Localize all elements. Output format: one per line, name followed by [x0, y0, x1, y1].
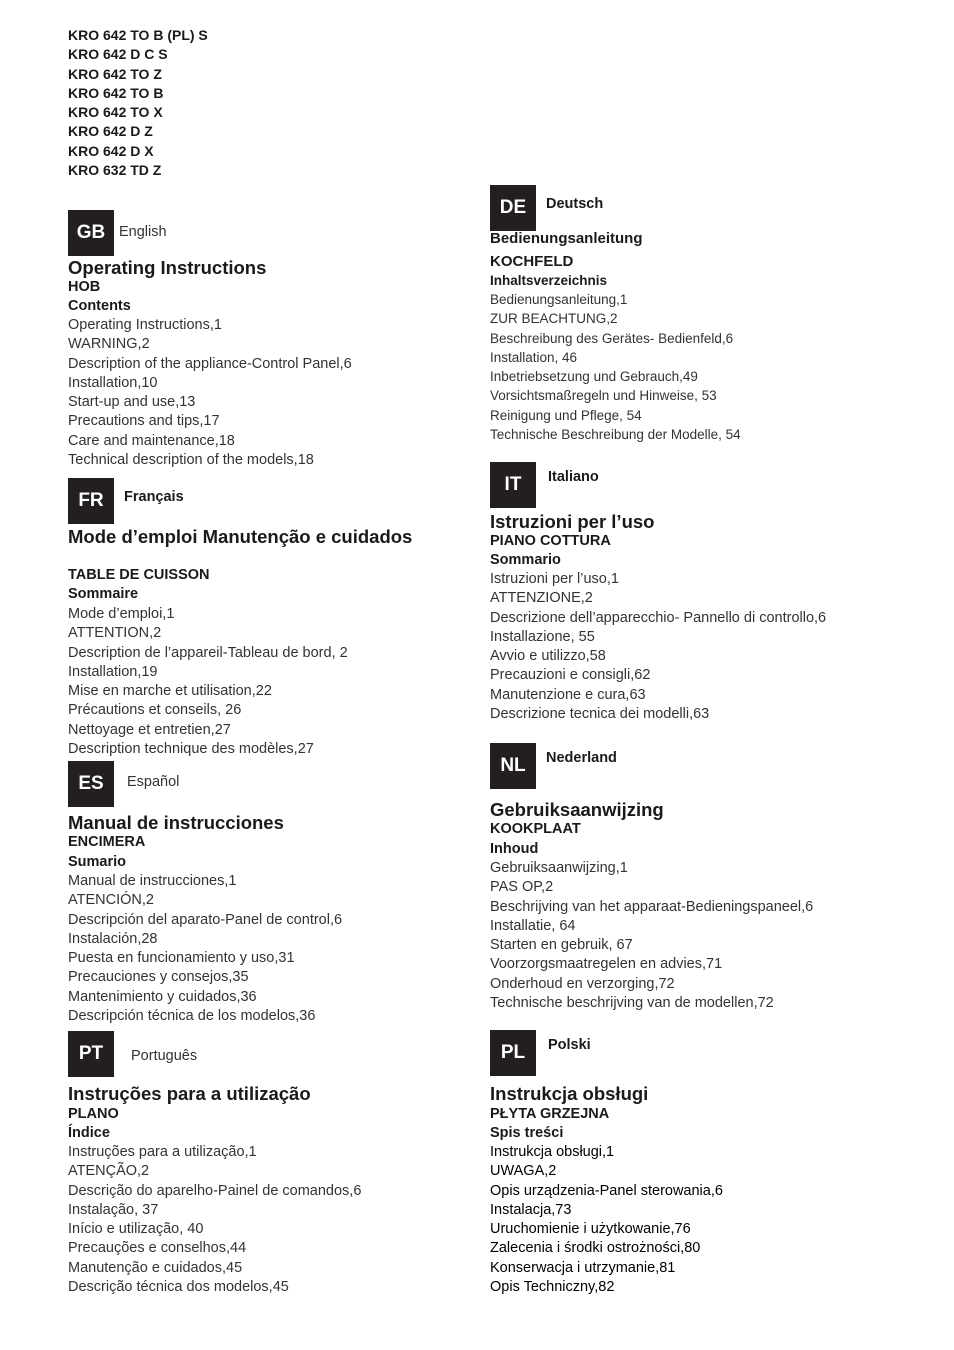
contents-label: Spis treści [490, 1125, 564, 1141]
language-badge: NL [490, 743, 536, 789]
list-item: Uruchomienie i użytkowanie,76 [490, 1221, 691, 1238]
list-item: Onderhoud en verzorging,72 [490, 975, 675, 992]
model-name: KRO 632 TD Z [68, 162, 162, 179]
model-name: KRO 642 TO B (PL) S [68, 27, 208, 43]
list-item: Manual de instrucciones,1 [68, 873, 237, 889]
list-item: Reinigung und Pflege, 54 [490, 407, 642, 423]
list-item: Konserwacja i utrzymanie,81 [490, 1259, 676, 1276]
product-name: KOOKPLAAT [490, 821, 581, 837]
language-badge: IT [490, 462, 536, 508]
list-item: Technische beschrijving van de modellen,72 [490, 995, 774, 1012]
list-item: Precauções e conselhos,44 [68, 1240, 247, 1257]
list-item: Instrukcja obsługi,1 [490, 1144, 615, 1160]
list-item: Instruções para a utilização,1 [68, 1144, 257, 1160]
list-item: Início e utilização, 40 [68, 1221, 204, 1238]
language-name: Français [124, 489, 184, 505]
list-item: ZUR BEACHTUNG,2 [490, 311, 618, 327]
list-item: Operating Instructions,1 [68, 317, 222, 333]
contents-list [68, 316, 352, 470]
contents-list [490, 570, 826, 724]
section-title: Instruções para a utilização [68, 1083, 311, 1104]
model-name: KRO 642 D C S [68, 46, 168, 63]
list-item: Technische Beschreibung der Modelle, 54 [490, 427, 741, 443]
contents-label: Contents [68, 298, 131, 314]
list-item: Avvio e utilizzo,58 [490, 648, 606, 665]
list-item: Descrição do aparelho-Painel de comandos,6 [68, 1182, 362, 1199]
list-item: WARNING,2 [68, 336, 150, 353]
section-title: Istruzioni per l’uso [490, 511, 655, 532]
list-item: Description technique des modèles,27 [68, 741, 314, 758]
product-name: PIANO COTTURA [490, 533, 611, 549]
list-item: Care and maintenance,18 [68, 432, 235, 449]
list-item: Technical description of the models,18 [68, 452, 314, 469]
list-item: Description of the appliance-Control Panel,6 [68, 355, 352, 372]
list-item: Instalacja,73 [490, 1201, 572, 1218]
contents-label: Sumario [68, 854, 127, 870]
list-item: Précautions et conseils, 26 [68, 702, 242, 719]
list-item: ATTENTION,2 [68, 625, 162, 642]
list-item: Vorsichtsmaßregeln und Hinweise, 53 [490, 388, 717, 404]
model-name: KRO 642 D X [68, 142, 154, 159]
contents-label: Sommaire [68, 586, 139, 602]
list-item: Descripción del aparato-Panel de control,6 [68, 911, 343, 928]
section-title: Instrukcja obsługi [490, 1083, 649, 1104]
language-name: Deutsch [546, 196, 604, 212]
language-name: Italiano [548, 469, 599, 485]
model-name: KRO 642 D Z [68, 123, 153, 140]
product-name: PŁYTA GRZEJNA [490, 1106, 610, 1122]
contents-label: Inhaltsverzeichnis [490, 273, 608, 288]
list-item: Mantenimiento y cuidados,36 [68, 988, 257, 1005]
list-item: Inbetriebsetzung und Gebrauch,49 [490, 369, 698, 385]
product-name: PLANO [68, 1106, 119, 1122]
list-item: Mise en marche et utilisation,22 [68, 683, 272, 700]
list-item: Manutenção e cuidados,45 [68, 1259, 243, 1276]
product-name: TABLE DE CUISSON [68, 567, 210, 583]
list-item: ATTENZIONE,2 [490, 590, 593, 607]
list-item: Start-up and use,13 [68, 394, 196, 411]
language-name: Polski [548, 1037, 591, 1053]
list-item: Mode d’emploi,1 [68, 606, 175, 622]
list-item: Istruzioni per l’uso,1 [490, 571, 619, 587]
list-item: Gebruiksaanwijzing,1 [490, 860, 628, 876]
list-item: Installation,19 [68, 663, 158, 680]
language-badge: DE [490, 185, 536, 231]
list-item: Precauzioni e consigli,62 [490, 667, 651, 684]
contents-list [490, 290, 741, 444]
contents-list [68, 872, 342, 1026]
list-item: Bedienungsanleitung,1 [490, 292, 628, 307]
contents-list [490, 1143, 723, 1297]
list-item: Instalación,28 [68, 930, 158, 947]
model-name: KRO 642 TO X [68, 104, 163, 121]
list-item: Starten en gebruik, 67 [490, 937, 633, 954]
list-item: PAS OP,2 [490, 879, 554, 896]
list-item: Description de l’appareil-Tableau de bord, 2 [68, 644, 348, 661]
product-name: KOCHFELD [490, 253, 574, 270]
list-item: Descripción técnica de los modelos,36 [68, 1008, 316, 1025]
section-title: Gebruiksaanwijzing [490, 799, 664, 820]
list-item: ATENÇÃO,2 [68, 1163, 150, 1180]
list-item: Installation, 46 [490, 349, 578, 365]
list-item: Installation,10 [68, 374, 158, 391]
list-item: Precauciones y consejos,35 [68, 969, 249, 986]
list-item: Descrizione tecnica dei modelli,63 [490, 706, 710, 723]
language-badge: PT [68, 1031, 114, 1077]
list-item: Voorzorgsmaatregelen en advies,71 [490, 956, 723, 973]
section-title: Operating Instructions [68, 257, 267, 278]
language-name: English [119, 224, 167, 240]
language-badge: ES [68, 761, 114, 807]
language-badge: FR [68, 478, 114, 524]
list-item: Installatie, 64 [490, 917, 576, 934]
language-name: Español [127, 774, 180, 790]
list-item: Beschrijving van het apparaat-Bedieningspaneel,6 [490, 898, 814, 915]
contents-label: Sommario [490, 552, 561, 568]
section-title: Bedienungsanleitung [490, 230, 643, 247]
list-item: Opis urządzenia-Panel sterowania,6 [490, 1182, 723, 1199]
list-item: Descrizione dell’apparecchio- Pannello di controllo,6 [490, 609, 827, 626]
list-item: Opis Techniczny,82 [490, 1279, 615, 1296]
contents-list [490, 859, 813, 1013]
product-name: ENCIMERA [68, 834, 146, 850]
language-badge: PL [490, 1030, 536, 1076]
list-item: Installazione, 55 [490, 628, 595, 645]
list-item: Instalação, 37 [68, 1201, 159, 1218]
contents-label: Índice [68, 1125, 110, 1141]
model-name: KRO 642 TO Z [68, 65, 162, 82]
list-item: ATENCIÓN,2 [68, 892, 154, 909]
list-item: Beschreibung des Gerätes- Bedienfeld,6 [490, 330, 734, 346]
language-name: Português [131, 1048, 198, 1064]
contents-label: Inhoud [490, 841, 539, 857]
model-list [68, 26, 208, 180]
list-item: Zalecenia i środki ostrożności,80 [490, 1240, 701, 1257]
section-title: Mode d’emploi Manutenção e cuidados [68, 526, 413, 547]
language-badge: GB [68, 210, 114, 256]
contents-list [68, 1143, 361, 1297]
contents-list [68, 605, 348, 759]
product-name: HOB [68, 279, 101, 295]
section-title: Manual de instrucciones [68, 812, 284, 833]
list-item: Descrição técnica dos modelos,45 [68, 1279, 289, 1296]
list-item: Nettoyage et entretien,27 [68, 721, 231, 738]
list-item: Manutenzione e cura,63 [490, 686, 646, 703]
model-name: KRO 642 TO B [68, 84, 164, 101]
language-name: Nederland [546, 750, 617, 766]
list-item: UWAGA,2 [490, 1163, 557, 1180]
list-item: Precautions and tips,17 [68, 413, 220, 430]
list-item: Puesta en funcionamiento y uso,31 [68, 950, 295, 967]
